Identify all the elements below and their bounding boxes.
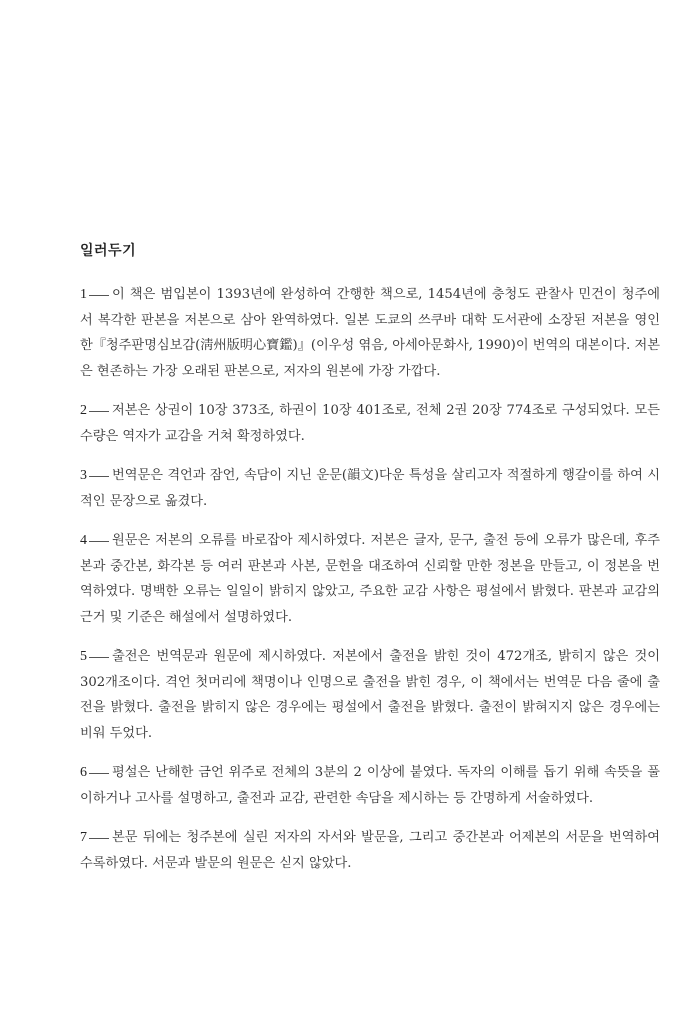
list-item: [80, 282, 660, 384]
item-text: 이 책은 범입본이 1393년에 완성하여 간행한 책으로, 1454년에 충청도 관찰사 민건이 청주에서 복각한 판본을 저본으로 삼아 완역하였다. 일본 도쿄의 쓰쿠바 대학 도서관에 소장된 저본을 영인한『청주판명심보감(淸州版明心寶鑑)』(이우성 엮음, 아세아문화사, 1990)이 번역의 대본이다. 저본은 현존하는 가장 오래된 판본으로, 저자의 원본에 가장 가깝다.: [80, 287, 660, 379]
document-page: [80, 240, 660, 890]
item-text: 출전은 번역문과 원문에 제시하였다. 저본에서 출전을 밝힌 것이 472개조, 밝히지 않은 것이 302개조이다. 격언 첫머리에 책명이나 인명으로 출전을 밝힌 경우, 이 책에서는 번역문 다음 줄에 출전을 밝혔다. 출전을 밝히지 않은 경우에는 평설에서 출전을 밝혔다. 출전이 밝혀지지 않은 경우에는 비워 두었다.: [80, 649, 660, 741]
item-number: 3: [80, 468, 87, 483]
item-number: 1: [80, 287, 87, 302]
page-title: 일러두기: [80, 243, 137, 259]
item-text: 번역문은 격언과 잠언, 속담이 지닌 운문(韻文)다운 특성을 살리고자 적절하게 행갈이를 하여 시적인 문장으로 옮겼다.: [80, 468, 660, 509]
number-rule: [89, 411, 109, 412]
number-rule: [89, 295, 109, 296]
list-item: [80, 398, 660, 449]
item-number: 6: [80, 765, 87, 780]
list-item: [80, 463, 660, 514]
number-rule: [89, 476, 109, 477]
item-text: 저본은 상권이 10장 373조, 하권이 10장 401조로, 전체 2권 20장 774조로 구성되었다. 모든 수량은 역자가 교감을 거쳐 확정하였다.: [80, 403, 660, 444]
number-rule: [89, 773, 109, 774]
number-rule: [89, 541, 109, 542]
item-text: 본문 뒤에는 청주본에 실린 저자의 자서와 발문을, 그리고 중간본과 어제본의 서문을 번역하여 수록하였다. 서문과 발문의 원문은 싣지 않았다.: [80, 830, 660, 871]
item-number: 7: [80, 830, 87, 845]
list-item: [80, 528, 660, 630]
item-number: 2: [80, 403, 87, 418]
item-text: 평설은 난해한 금언 위주로 전체의 3분의 2 이상에 붙였다. 독자의 이해를 돕기 위해 속뜻을 풀이하거나 고사를 설명하고, 출전과 교감, 관련한 속담을 제시하는 등 간명하게 서술하였다.: [80, 765, 660, 806]
item-number: 4: [80, 533, 87, 548]
number-rule: [89, 838, 109, 839]
item-text: 원문은 저본의 오류를 바로잡아 제시하였다. 저본은 글자, 문구, 출전 등에 오류가 많은데, 후주본과 중간본, 화각본 등 여러 판본과 사본, 문헌을 대조하여 신뢰할 만한 정본을 만들고, 이 정본을 번역하였다. 명백한 오류는 일일이 밝히지 않았고, 주요한 교감 사항은 평설에서 밝혔다. 판본과 교감의 근거 및 기준은 해설에서 설명하였다.: [80, 533, 660, 625]
list-item: [80, 825, 660, 876]
item-number: 5: [80, 649, 87, 664]
number-rule: [89, 657, 109, 658]
list-item: [80, 644, 660, 746]
list-item: [80, 760, 660, 811]
